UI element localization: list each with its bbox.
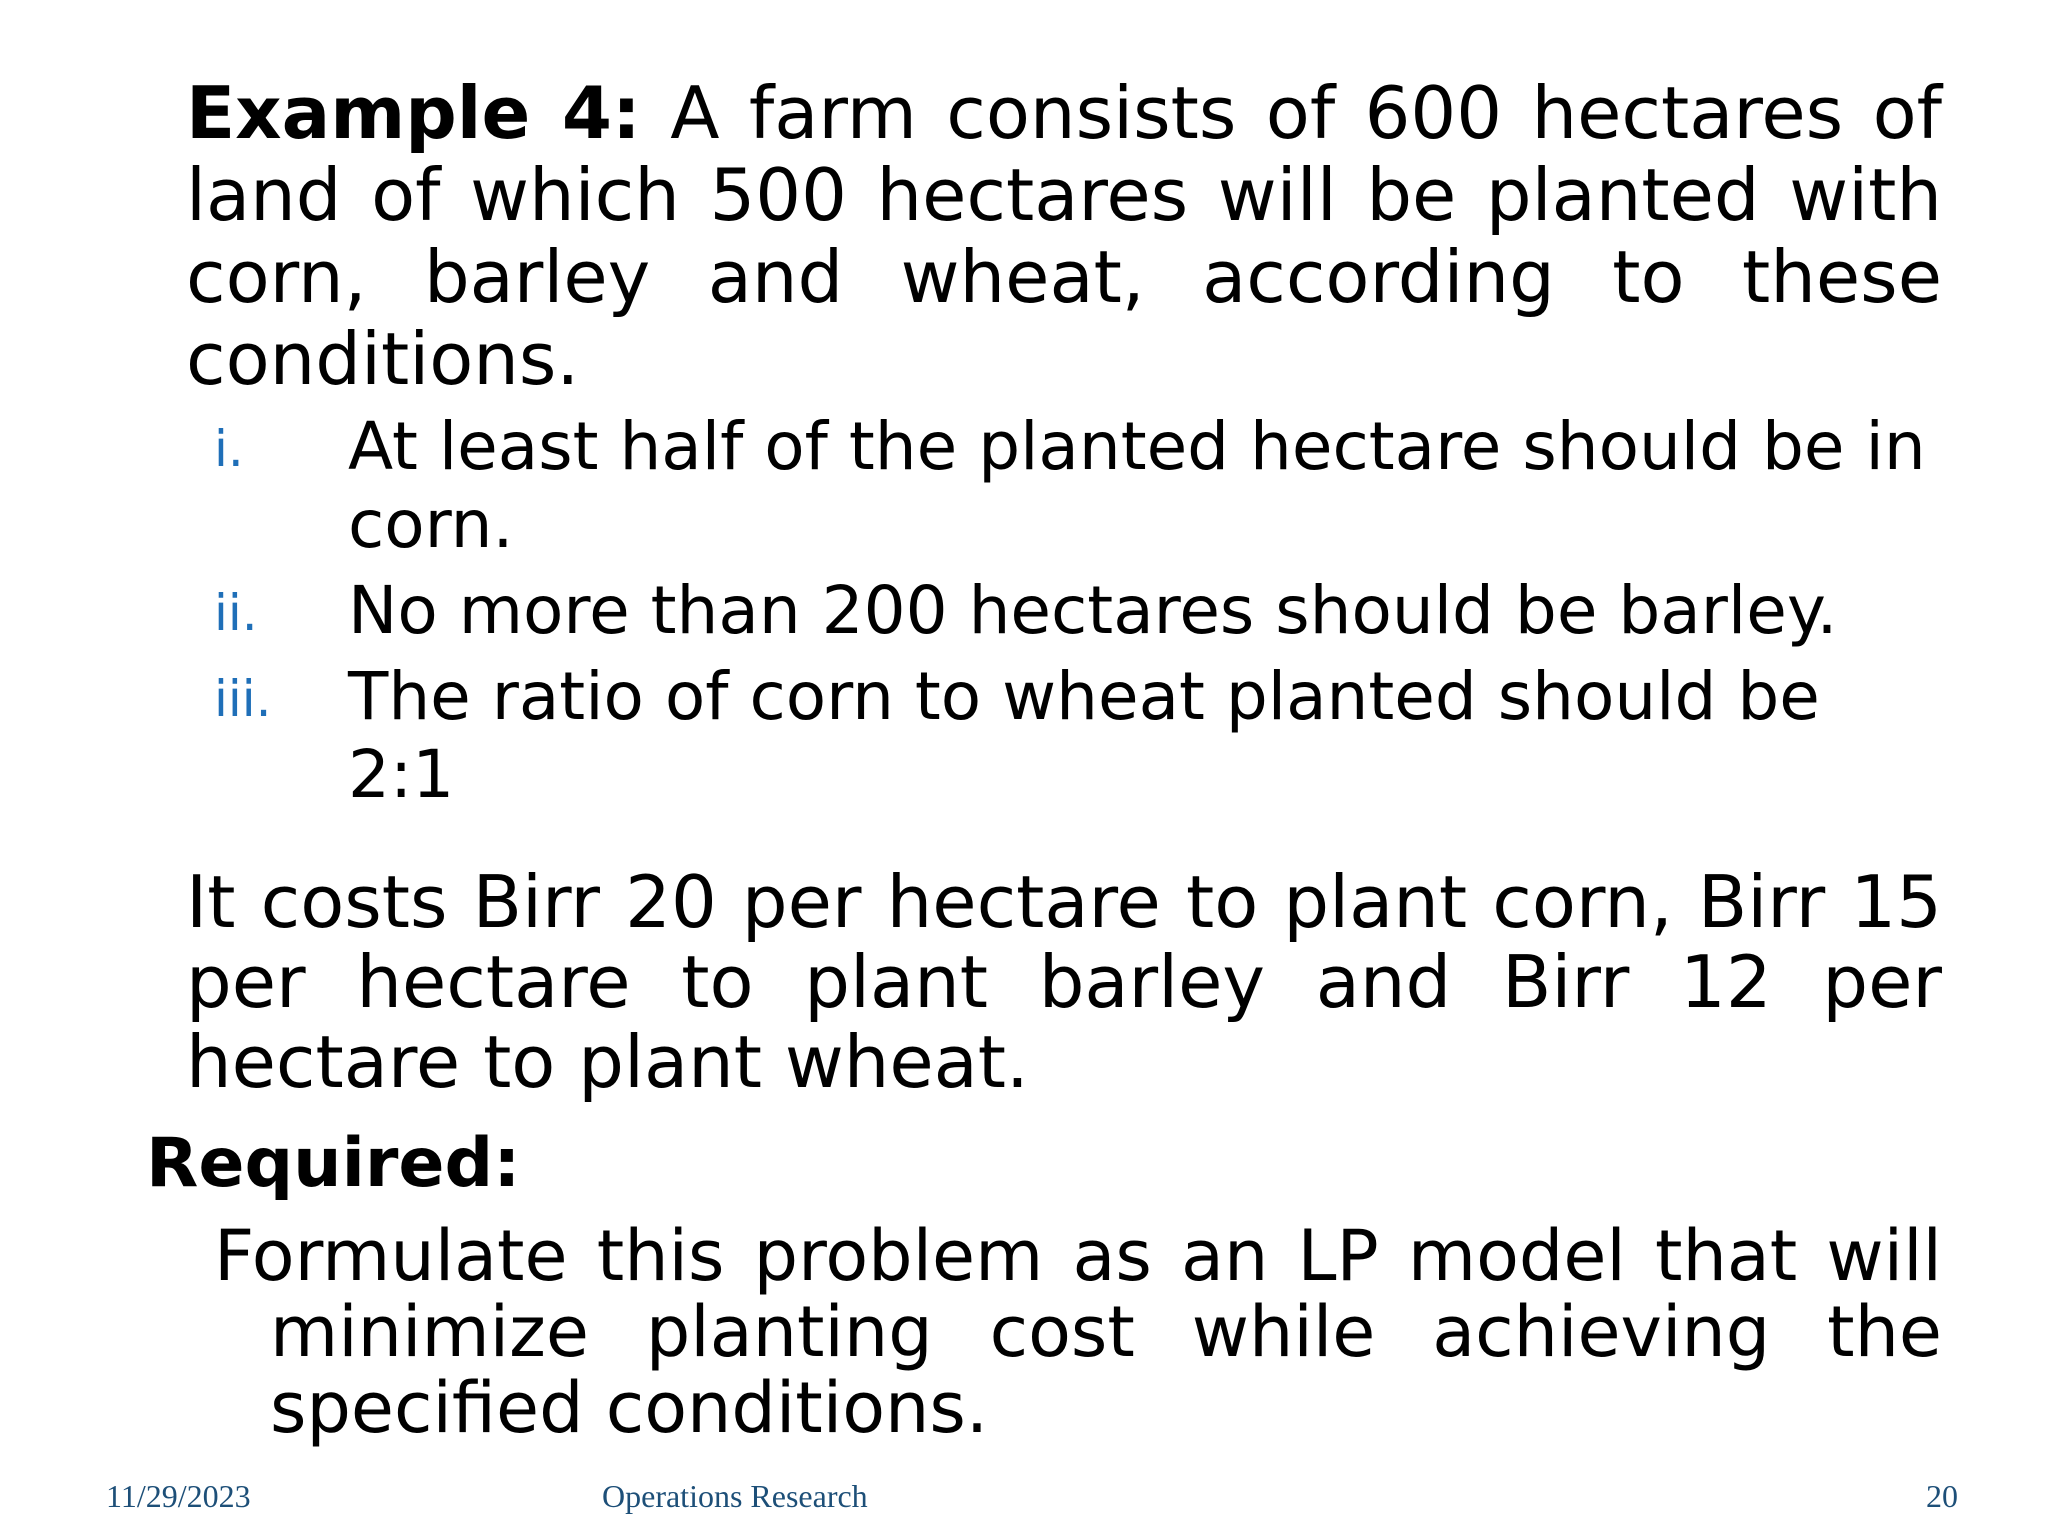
example-paragraph xyxy=(186,72,1942,400)
example-text: A farm consists of 600 hectares of land of which 500 hectares will be planted with corn, barley and wheat, according to these conditions. xyxy=(186,71,1942,401)
condition-text: The ratio of corn to wheat planted should be 2:1 xyxy=(348,658,1820,813)
condition-item xyxy=(186,408,1946,564)
condition-number: ii. xyxy=(214,584,258,642)
condition-item xyxy=(186,572,1946,650)
footer-date: 11/29/2023 xyxy=(106,1478,251,1514)
cost-paragraph: It costs Birr 20 per hectare to plant corn, Birr 15 per hectare to plant barley and Birr 12 per hectare to plant wheat. xyxy=(186,860,1942,1104)
conditions-list xyxy=(186,408,1946,822)
condition-number: iii. xyxy=(214,670,272,728)
required-text: Formulate this problem as an LP model that will minimize planting cost while achieving the specified conditions. xyxy=(214,1215,1942,1449)
page-number: 20 xyxy=(1926,1478,1958,1514)
condition-text: No more than 200 hectares should be barley. xyxy=(348,572,1838,649)
condition-item xyxy=(186,658,1946,814)
footer-title: Operations Research xyxy=(602,1478,868,1514)
condition-number: i. xyxy=(214,420,244,478)
required-heading: Required: xyxy=(146,1124,521,1203)
example-label: Example 4: xyxy=(186,71,641,155)
condition-text: At least half of the planted hectare should be in corn. xyxy=(348,408,1926,563)
